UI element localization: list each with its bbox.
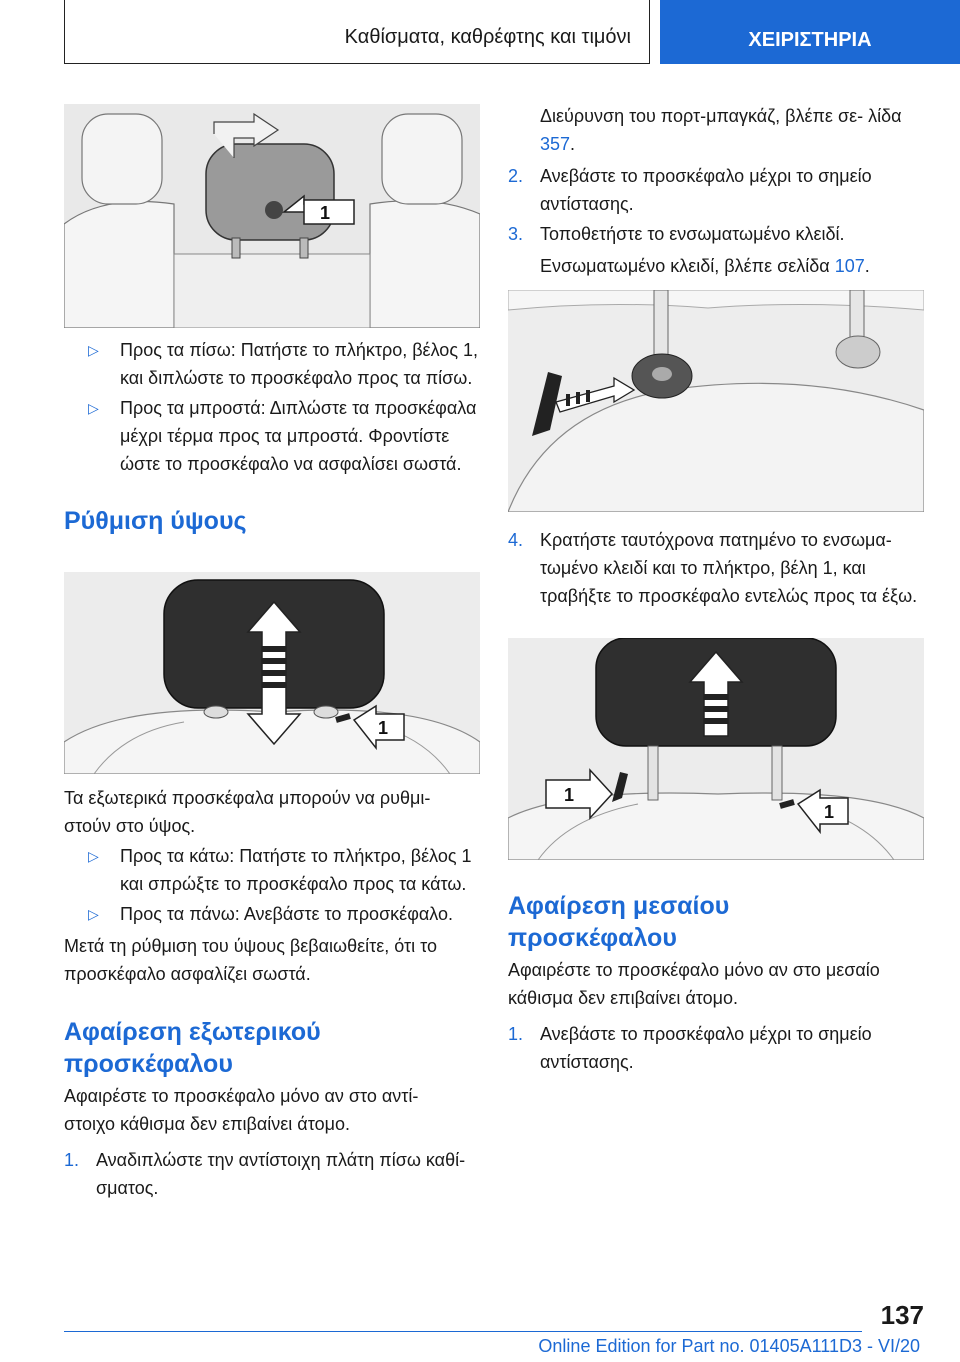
triangle-bullet-icon: ▷ bbox=[88, 342, 99, 358]
edition-info: Online Edition for Part no. 01405A111D3 - VI/20 bbox=[538, 1336, 920, 1356]
figure-label-left: 1 bbox=[564, 785, 575, 805]
step-text: Ανεβάστε το προσκέφαλο μέχρι το σημείο αντίστασης. bbox=[540, 1024, 872, 1072]
para-cargo-ref: Διεύρυνση του πορτ-μπαγκάζ, βλέπε σε- λίδα 357. bbox=[540, 106, 902, 154]
triangle-bullet-icon: ▷ bbox=[88, 400, 99, 416]
step-text: Τοποθετήστε το ενσωματωμένο κλειδί. bbox=[540, 224, 845, 244]
bullet-text: Προς τα κάτω: Πατήστε το πλήκτρο, βέλος 1 και σπρώξτε το προσκέφαλο προς τα κάτω. bbox=[120, 846, 472, 894]
figure-label: 1 bbox=[378, 718, 389, 738]
para-height-intro: Τα εξωτερικά προσκέφαλα μπορούν να ρυθμι- στούν στο ύψος. bbox=[64, 788, 431, 836]
bullet-text: Προς τα πάνω: Ανεβάστε το προσκέφαλο. bbox=[120, 904, 454, 924]
triangle-bullet-icon: ▷ bbox=[88, 906, 99, 922]
chapter-title: Καθίσματα, καθρέφτης και τιμόνι bbox=[344, 26, 631, 48]
figure-height-adjust bbox=[64, 572, 480, 774]
header-chapter-box bbox=[64, 0, 650, 64]
page-link-357[interactable]: 357 bbox=[540, 134, 571, 154]
figure-key-insert bbox=[508, 290, 924, 512]
step-text: Αναδιπλώστε την αντίστοιχη πλάτη πίσω καθί- σματος. bbox=[96, 1150, 466, 1198]
figure-headrest-removal bbox=[508, 638, 924, 860]
footer-rule bbox=[64, 1331, 862, 1332]
page-link-107[interactable]: 107 bbox=[834, 256, 865, 276]
figure-label-right: 1 bbox=[824, 802, 835, 822]
step-number: 2. bbox=[508, 166, 524, 186]
para-after-adjust: Μετά τη ρύθμιση του ύψους βεβαιωθείτε, ότι το προσκέφαλο ασφαλίζει σωστά. bbox=[64, 936, 437, 984]
step-number: 3. bbox=[508, 224, 524, 244]
step-text: Κρατήστε ταυτόχρονα πατημένο το ενσωμα- τωμένο κλειδί και το πλήκτρο, βέλη 1, και τραβήξτε το προσκέφαλο εντελώς προς τα έξω. bbox=[540, 530, 918, 606]
figure-rear-headrest-fold bbox=[64, 104, 480, 328]
page-number: 137 bbox=[880, 1300, 924, 1330]
step-number: 1. bbox=[64, 1150, 80, 1170]
key-ref-text: Ενσωματωμένο κλειδί, βλέπε σελίδα bbox=[540, 256, 830, 276]
bullet-text: Προς τα μπροστά: Διπλώστε τα προσκέφαλα μέχρι τέρμα προς τα μπροστά. Φροντίστε ώστε το προσκέφαλο να ασφαλίσει σωστά. bbox=[120, 398, 477, 474]
step-number: 4. bbox=[508, 530, 524, 550]
heading-height-adjust: Ρύθμιση ύψους bbox=[64, 507, 247, 535]
para-key-ref: Ενσωματωμένο κλειδί, βλέπε σελίδα 107. bbox=[540, 256, 870, 276]
heading-remove-outer: Αφαίρεση εξωτερικού προσκέφαλου bbox=[64, 1018, 321, 1078]
bullet-text: Προς τα πίσω: Πατήστε το πλήκτρο, βέλος 1, και διπλώστε το προσκέφαλο προς τα πίσω. bbox=[120, 340, 479, 388]
step-text: Ανεβάστε το προσκέφαλο μέχρι το σημείο αντίστασης. bbox=[540, 166, 872, 214]
para-remove-middle: Αφαιρέστε το προσκέφαλο μόνο αν στο μεσαίο κάθισμα δεν επιβαίνει άτομο. bbox=[508, 960, 880, 1008]
para-remove-outer: Αφαιρέστε το προσκέφαλο μόνο αν στο αντί- στοιχο κάθισμα δεν επιβαίνει άτομο. bbox=[64, 1086, 419, 1134]
heading-remove-middle: Αφαίρεση μεσαίου προσκέφαλου bbox=[508, 892, 730, 952]
step-number: 1. bbox=[508, 1024, 524, 1044]
cargo-ref-text: Διεύρυνση του πορτ-μπαγκάζ, βλέπε σε- λίδα bbox=[540, 106, 902, 126]
section-tab[interactable]: ΧΕΙΡΙΣΤΗΡΙΑ bbox=[660, 0, 960, 64]
triangle-bullet-icon: ▷ bbox=[88, 848, 99, 864]
figure-label: 1 bbox=[320, 203, 331, 223]
